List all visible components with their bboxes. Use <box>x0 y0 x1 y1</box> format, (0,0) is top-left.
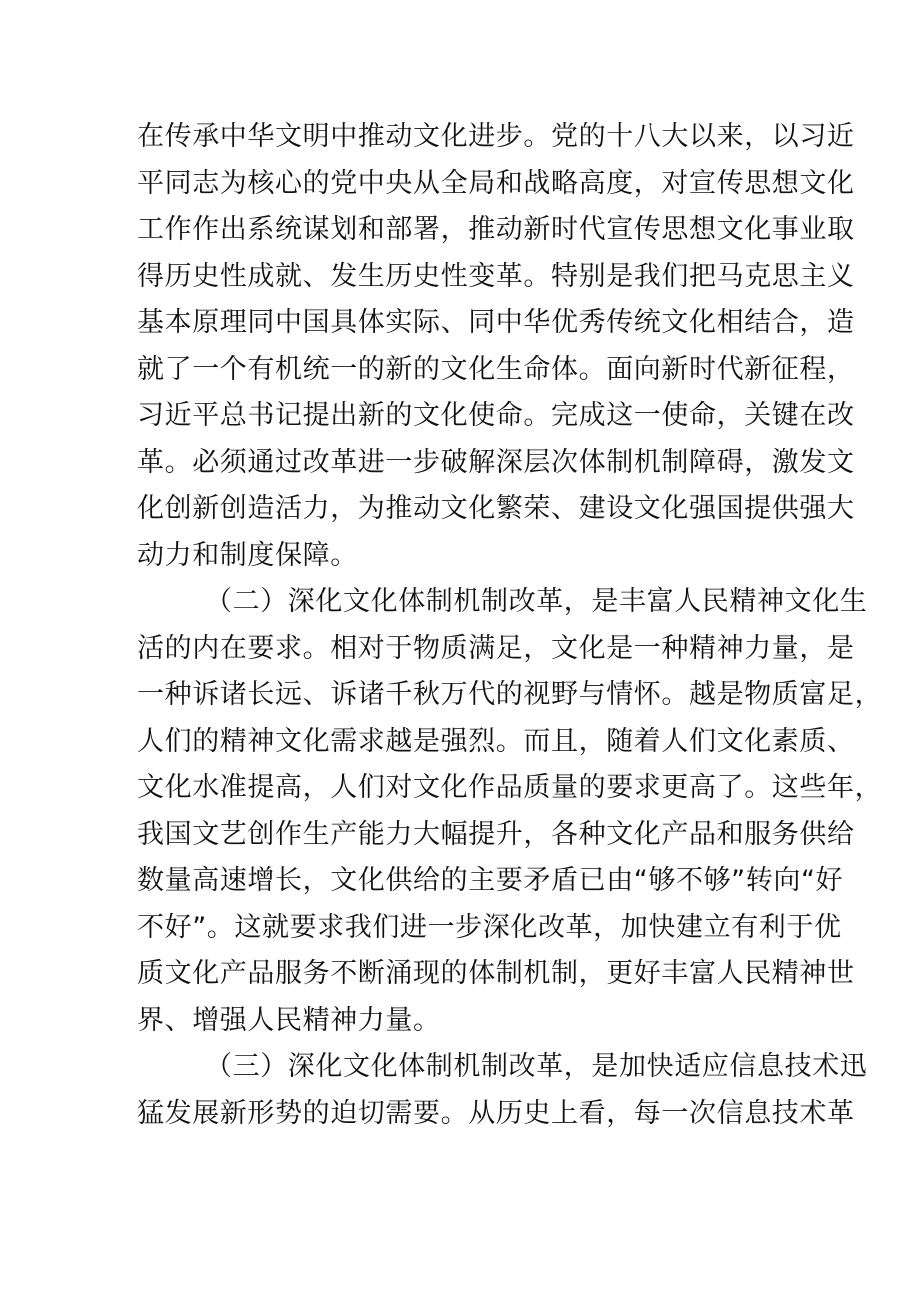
text-line: 人们的精神文化需求越是强烈。而且，随着人们文化素质、 <box>137 725 855 757</box>
text-line: 活的内在要求。相对于物质满足，文化是一种精神力量，是 <box>137 632 855 664</box>
text-line: 平同志为核心的党中央从全局和战略高度，对宣传思想文化 <box>137 167 855 199</box>
text-line: 化创新创造活力，为推动文化繁荣、建设文化强国提供强大 <box>137 493 855 524</box>
text-line: 工作作出系统谋划和部署，推动新时代宣传思想文化事业取 <box>137 214 855 245</box>
text-line: 革。必须通过改革进一步破解深层次体制机制障碍，激发文 <box>137 446 855 478</box>
text-line: 我国文艺创作生产能力大幅提升，各种文化产品和服务供给 <box>137 818 855 850</box>
paragraph-heading-line: （二）深化文化体制机制改革，是丰富人民精神文化生 <box>205 586 868 617</box>
document-body <box>137 114 883 1137</box>
text-line: 猛发展新形势的迫切需要。从历史上看，每一次信息技术革 <box>137 1097 855 1129</box>
text-line: 得历史性成就、发生历史性变革。特别是我们把马克思主义 <box>137 260 855 292</box>
text-line: 不好”。这就要求我们进一步深化改革，加快建立有利于优 <box>137 911 842 943</box>
text-line: 质文化产品服务不断涌现的体制机制，更好丰富人民精神世 <box>137 958 855 989</box>
text-line: 基本原理同中国具体实际、同中华优秀传统文化相结合，造 <box>137 307 855 338</box>
text-line: 在传承中华文明中推动文化进步。党的十八大以来，以习近 <box>137 121 855 152</box>
text-line: 习近平总书记提出新的文化使命。完成这一使命，关键在改 <box>137 400 855 431</box>
text-line: 动力和制度保障。 <box>137 539 358 571</box>
text-line: 数量高速增长，文化供给的主要矛盾已由“够不够”转向“好 <box>137 865 844 896</box>
text-line: 文化水准提高，人们对文化作品质量的要求更高了。这些年， <box>137 772 883 803</box>
text-line: 界、增强人民精神力量。 <box>137 1004 441 1036</box>
paragraph-heading-line: （三）深化文化体制机制改革，是加快适应信息技术迅 <box>205 1051 868 1082</box>
text-line: 一种诉诸长远、诉诸千秋万代的视野与情怀。越是物质富足， <box>137 679 883 710</box>
text-line: 就了一个有机统一的新的文化生命体。面向新时代新征程， <box>137 353 855 385</box>
